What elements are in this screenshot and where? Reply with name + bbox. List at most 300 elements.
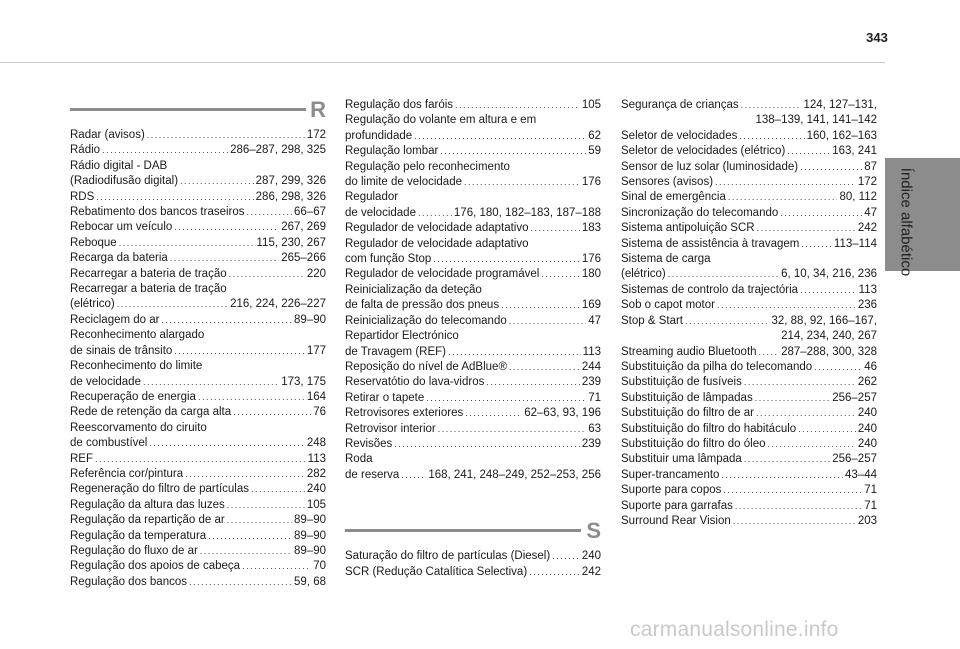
index-entry-pages: 89–90 <box>294 514 326 527</box>
index-entry-pages: 180 <box>581 268 601 281</box>
index-entry-pages-cont: 138–139, 141, 141–142 <box>755 114 877 127</box>
dot-leader <box>741 98 802 113</box>
index-entry <box>621 375 877 390</box>
index-entry-pages: 240 <box>857 437 877 450</box>
dot-leader <box>200 544 292 559</box>
index-column-2 <box>345 98 601 580</box>
index-entry-term: de velocidade <box>345 206 416 219</box>
dot-leader <box>438 422 586 437</box>
index-entry-term: Reposição do nível de AdBlue® <box>345 360 507 373</box>
dot-leader <box>440 144 586 159</box>
index-entry-row <box>621 267 877 282</box>
index-entry-row <box>70 375 326 390</box>
index-entry-pages: 163, 241 <box>832 145 877 158</box>
index-entry <box>70 128 326 143</box>
index-entry-term: (elétrico) <box>70 298 115 311</box>
index-entry-term: Surround Rear Vision <box>621 514 731 527</box>
index-entry-row <box>345 565 601 580</box>
dot-leader <box>117 297 228 312</box>
index-entry-row <box>621 206 877 221</box>
index-entry-term: Recarga da bateria <box>70 252 168 265</box>
index-entry <box>621 345 877 360</box>
index-entry-term: Sensor de luz solar (luminosidade) <box>621 160 799 173</box>
index-entry-line: Regulação pelo reconhecimento <box>345 160 510 173</box>
index-entry <box>345 98 601 113</box>
dot-leader <box>814 360 862 375</box>
index-entry <box>621 406 877 421</box>
dot-leader <box>465 406 522 421</box>
letter-heading <box>345 519 601 543</box>
index-entry-line: Regulação do volante em altura e em <box>345 114 537 127</box>
index-entry-row <box>70 575 326 590</box>
index-entry-term: Regulação da altura das luzes <box>70 498 225 511</box>
index-entry <box>70 467 326 482</box>
index-entry-pages: 239 <box>581 437 601 450</box>
index-entry-pages: 176 <box>581 176 601 189</box>
index-entry-pages: 63 <box>588 422 601 435</box>
dot-leader <box>418 206 452 221</box>
index-entry <box>621 190 877 205</box>
index-entry-term: Retirar o tapete <box>345 391 425 404</box>
index-entry-row <box>70 205 326 220</box>
index-entry-term: Streaming audio Bluetooth <box>621 345 757 358</box>
dot-leader <box>426 391 586 406</box>
index-entry-pages: 115, 230, 267 <box>256 236 326 249</box>
index-entry-row <box>70 544 326 559</box>
index-entry-term: Regulador de velocidade adaptativo <box>345 222 529 235</box>
index-entry-term: Substituição do filtro do habitáculo <box>621 422 797 435</box>
index-entry-row <box>345 422 601 437</box>
index-entry-pages: 267, 269 <box>281 221 326 234</box>
dot-leader <box>509 314 586 329</box>
index-entry-row <box>70 220 326 235</box>
index-entry-pages: 176, 180, 182–183, 187–188 <box>453 206 601 219</box>
dot-leader <box>756 406 856 421</box>
index-entry <box>70 359 326 390</box>
index-entry-pages: 113 <box>582 345 601 358</box>
dot-leader <box>509 360 580 375</box>
index-entry-term: Substituição de lâmpadas <box>621 391 753 404</box>
index-entry <box>345 267 601 282</box>
dot-leader <box>96 190 253 205</box>
index-entry-row <box>621 345 877 360</box>
index-entry <box>70 267 326 282</box>
dot-leader <box>394 437 580 452</box>
index-entry-row <box>70 513 326 528</box>
index-entry-pages: 244 <box>581 360 601 373</box>
index-entry <box>621 499 877 514</box>
index-entry <box>70 328 326 359</box>
index-entry-pages: 220 <box>306 267 326 280</box>
index-entry-term: Retrovisores exteriores <box>345 407 464 420</box>
dot-leader <box>757 221 856 236</box>
index-entry-pages: 113–114 <box>833 237 877 250</box>
index-entry <box>621 98 877 129</box>
dot-leader <box>668 267 779 282</box>
index-entry-row <box>70 452 326 467</box>
index-entry-term: Regulação do fluxo de ar <box>70 544 198 557</box>
dot-leader <box>233 405 311 420</box>
index-entry-pages: 124, 127–131, <box>803 99 877 111</box>
index-entry-pages: 256–257 <box>832 391 877 404</box>
index-entry-row <box>70 297 326 312</box>
index-entry <box>621 422 877 437</box>
index-entry <box>70 251 326 266</box>
index-entry-term: Sistema antipoluição SCR <box>621 222 755 235</box>
index-entry-row <box>70 251 326 266</box>
index-entry <box>70 529 326 544</box>
index-entry-term: Stop & Start <box>621 314 684 327</box>
dot-leader <box>143 375 279 390</box>
dot-leader <box>759 345 780 360</box>
index-entry <box>345 283 601 314</box>
index-column-1 <box>70 98 326 590</box>
index-entry <box>70 452 326 467</box>
index-entry-term: Sistemas de controlo da trajectória <box>621 283 799 296</box>
index-entry-term: Regeneração do filtro de partículas <box>70 483 249 496</box>
dot-leader <box>119 236 255 251</box>
index-entry-term: Substituição da pilha do telecomando <box>621 360 813 373</box>
dot-leader <box>147 128 305 143</box>
index-entry-row <box>70 143 326 158</box>
index-entry-term: Substituição de fusíveis <box>621 376 742 389</box>
index-entry <box>70 313 326 328</box>
index-entry-pages: 87 <box>864 160 877 173</box>
index-entry <box>70 282 326 313</box>
index-entry-term: Regulação da temperatura <box>70 529 207 542</box>
index-entry-row <box>345 314 601 329</box>
index-entry-term: Referência cor/pintura <box>70 467 184 480</box>
index-entry <box>621 437 877 452</box>
index-entry-term: Revisões <box>345 437 393 450</box>
index-entry-pages: 62 <box>588 129 601 142</box>
index-entry-row <box>70 344 326 359</box>
index-entry-term: com função Stop <box>345 253 432 266</box>
index-entry-pages: 71 <box>864 484 877 497</box>
dot-leader <box>755 391 831 406</box>
side-tab-label-text: Índice alfabético <box>897 167 915 277</box>
index-entry-pages: 172 <box>306 129 326 141</box>
index-entry-pages: 113 <box>307 452 326 465</box>
dot-leader <box>715 175 856 190</box>
index-entry <box>345 160 601 191</box>
index-entry <box>345 360 601 375</box>
index-entry-row <box>345 360 601 375</box>
header-rule <box>0 62 885 63</box>
dot-leader <box>744 375 856 390</box>
index-entry <box>345 437 601 452</box>
index-entry-pages: 183 <box>581 222 601 235</box>
index-entry <box>345 549 601 564</box>
index-entry <box>345 113 601 144</box>
index-entry-term: Sincronização do telecomando <box>621 206 779 219</box>
index-entry-row <box>621 221 877 236</box>
dot-leader <box>767 437 855 452</box>
index-entry <box>621 237 877 252</box>
index-entry <box>70 559 326 574</box>
dot-leader <box>744 452 830 467</box>
index-entry-pages: 240 <box>581 550 601 563</box>
index-entry <box>345 422 601 437</box>
index-entry-row <box>70 482 326 497</box>
index-entry-term: Regulação da repartição de ar <box>70 514 225 527</box>
index-entry-row <box>621 375 877 390</box>
index-entry-pages: 216, 224, 226–227 <box>230 298 326 311</box>
index-entry-row <box>345 437 601 452</box>
index-entry-row <box>621 406 877 421</box>
dot-leader <box>189 575 292 590</box>
index-entry-line: Roda <box>345 453 373 466</box>
dot-leader <box>552 549 580 564</box>
index-entry-term: Sinal de emergência <box>621 191 726 204</box>
index-entry-pages: 71 <box>588 391 601 404</box>
dot-leader <box>174 220 279 235</box>
index-entry-row <box>345 345 601 360</box>
index-entry <box>70 498 326 513</box>
index-entry <box>621 452 877 467</box>
index-entry-term: Substituir uma lâmpada <box>621 453 742 466</box>
dot-leader <box>739 129 804 144</box>
dot-leader <box>229 267 305 282</box>
index-entry-pages: 76 <box>313 406 326 419</box>
index-entry <box>621 129 877 144</box>
dot-leader <box>717 298 856 313</box>
index-entry <box>345 237 601 268</box>
index-entry-term: Sob o capot motor <box>621 299 715 312</box>
index-entry-row <box>621 437 877 452</box>
index-entry <box>345 391 601 406</box>
index-entry-pages: 89–90 <box>294 529 326 542</box>
index-entry-term: Sensores (avisos) <box>621 176 714 189</box>
index-entry-pages: 248 <box>306 437 326 450</box>
index-entry-row <box>621 483 877 498</box>
index-entry-pages: 240 <box>857 407 877 420</box>
index-entry-line: Rádio digital - DAB <box>70 159 168 172</box>
letter-heading-bar <box>70 108 306 111</box>
index-entry <box>621 468 877 483</box>
index-entry-continuation <box>621 329 877 344</box>
index-entry-row <box>345 375 601 390</box>
index-entry-term: SCR (Redução Catalítica Selectiva) <box>345 565 528 578</box>
index-entry <box>70 390 326 405</box>
index-entry-row <box>70 128 326 143</box>
dot-leader <box>185 467 305 482</box>
index-entry <box>621 483 877 498</box>
section-gap <box>345 483 601 519</box>
index-entry-term: Regulação lombar <box>345 145 439 158</box>
index-entry-line: Reinicialização da deteção <box>345 283 482 296</box>
index-entry-row <box>621 144 877 159</box>
index-entry <box>70 421 326 452</box>
letter-heading-bar <box>345 529 581 532</box>
index-entry-term: Rebocar um veículo <box>70 221 173 234</box>
dot-leader <box>198 390 305 405</box>
index-entry <box>70 575 326 590</box>
index-entry-row <box>70 529 326 544</box>
index-entry <box>621 391 877 406</box>
page-number: 343 <box>866 30 888 45</box>
index-entry-term: de combustível <box>70 437 148 450</box>
index-entry-pages: 240 <box>306 483 326 496</box>
index-entry-pages: 169 <box>581 299 601 312</box>
dot-leader <box>227 513 292 528</box>
dot-leader <box>685 314 769 329</box>
index-entry-term: Reboque <box>70 236 117 249</box>
index-entry-row <box>345 406 601 421</box>
index-entry-term: Recarregar a bateria de tração <box>70 267 227 280</box>
dot-leader <box>95 452 306 467</box>
index-entry-row <box>345 391 601 406</box>
dot-leader <box>180 174 254 189</box>
index-entry-pages: 172 <box>857 176 877 189</box>
index-entry-row <box>621 283 877 298</box>
index-entry-line: Sistema de carga <box>621 253 711 266</box>
index-entry-row <box>70 190 326 205</box>
index-entry-pages: 113 <box>858 283 877 296</box>
index-entry-term: Sistema de assistência à travagem <box>621 237 800 250</box>
index-entry-row <box>345 206 601 221</box>
index-entry-pages: 59 <box>588 145 601 158</box>
index-entry-row <box>345 267 601 282</box>
index-entry-pages: 80, 112 <box>839 191 877 204</box>
index-entry-row <box>345 252 601 267</box>
letter-heading-letter: R <box>310 97 326 122</box>
index-entry-term: Regulador de velocidade programável <box>345 268 540 281</box>
index-entry-row <box>621 468 877 483</box>
index-entry-row <box>70 559 326 574</box>
index-entry-row <box>621 298 877 313</box>
index-entry-pages: 47 <box>588 314 601 327</box>
index-entry-pages: 66–67 <box>294 206 326 219</box>
index-entry-term: de sinais de trânsito <box>70 344 173 357</box>
dot-leader <box>801 237 832 252</box>
index-entry-pages: 242 <box>857 222 877 235</box>
index-entry-pages: 43–44 <box>845 468 877 481</box>
index-entry-term: Super-trancamento <box>621 468 720 481</box>
dot-leader <box>251 482 305 497</box>
dot-leader <box>455 98 580 113</box>
index-entry <box>70 159 326 190</box>
index-entry-row <box>621 129 877 144</box>
index-entry-row <box>621 160 877 175</box>
index-entry-term: Suporte para garrafas <box>621 499 733 512</box>
index-entry-pages: 286, 298, 326 <box>255 190 326 203</box>
index-entry-term: Rede de retenção da carga alta <box>70 406 232 419</box>
index-entry-row <box>345 221 601 236</box>
index-entry-pages: 240 <box>857 422 877 435</box>
index-entry-pages: 105 <box>306 498 326 511</box>
dot-leader <box>800 160 862 175</box>
index-entry-row <box>70 313 326 328</box>
index-entry-pages: 265–266 <box>281 252 326 265</box>
index-entry-row <box>621 514 877 529</box>
index-entry-pages: 203 <box>857 514 877 527</box>
index-entry <box>345 314 601 329</box>
index-entry <box>345 406 601 421</box>
index-entry-term: Regulação dos apoios de cabeça <box>70 560 241 573</box>
index-entry-term: de velocidade <box>70 375 141 388</box>
index-entry-term: RDS <box>70 190 95 203</box>
dot-leader <box>800 283 857 298</box>
dot-leader <box>149 436 304 451</box>
index-entry-row <box>70 498 326 513</box>
index-entry-row <box>345 175 601 190</box>
index-entry-row <box>621 452 877 467</box>
dot-leader <box>501 298 580 313</box>
index-entry-term: Radar (avisos) <box>70 129 145 141</box>
dot-leader <box>541 267 579 282</box>
index-entry-row <box>70 467 326 482</box>
index-entry-pages: 176 <box>581 253 601 266</box>
index-entry <box>70 513 326 528</box>
index-entry <box>621 514 877 529</box>
dot-leader <box>780 206 862 221</box>
index-entry-pages: 286–287, 298, 325 <box>230 144 326 157</box>
index-entry-pages: 32, 88, 92, 166–167, <box>771 314 877 327</box>
index-entry-term: Rebatimento dos bancos traseiros <box>70 206 245 219</box>
index-entry-row <box>621 237 877 252</box>
side-tab <box>885 158 960 271</box>
index-entry-pages: 173, 175 <box>281 375 326 388</box>
dot-leader <box>208 529 292 544</box>
index-entry-pages: 47 <box>864 206 877 219</box>
index-entry-term: (Radiodifusão digital) <box>70 175 179 188</box>
index-entry-row <box>621 98 877 113</box>
index-entry-pages: 164 <box>306 390 326 403</box>
index-entry-pages: 287–288, 300, 328 <box>781 345 877 358</box>
index-entry-term: Seletor de velocidades <box>621 129 738 142</box>
index-entry-pages: 287, 299, 326 <box>255 175 326 188</box>
index-entry <box>621 144 877 159</box>
index-entry-row <box>70 390 326 405</box>
dot-leader <box>227 498 305 513</box>
index-entry <box>70 190 326 205</box>
index-entry-pages: 160, 162–163 <box>806 129 877 142</box>
index-entry <box>621 175 877 190</box>
index-entry-row <box>70 174 326 189</box>
index-entry-row <box>621 175 877 190</box>
index-entry <box>345 565 601 580</box>
index-entry <box>70 220 326 235</box>
index-entry-row <box>345 298 601 313</box>
dot-leader <box>242 559 311 574</box>
index-entry-pages: 262 <box>857 376 877 389</box>
index-entry-continuation <box>621 113 877 128</box>
index-entry-term: Rádio <box>70 144 101 157</box>
index-entry-row <box>345 98 601 113</box>
index-entry-row <box>70 236 326 251</box>
dot-leader <box>161 313 292 328</box>
letter-heading-letter: S <box>586 518 601 544</box>
index-entry-term: do limite de velocidade <box>345 176 462 189</box>
index-entry <box>621 206 877 221</box>
index-entry-pages: 168, 241, 248–249, 252–253, 256 <box>428 468 601 481</box>
dot-leader <box>464 175 580 190</box>
index-entry <box>70 205 326 220</box>
index-entry-line: Regulador de velocidade adaptativo <box>345 237 529 250</box>
index-entry-pages: 70 <box>313 560 326 573</box>
index-entry-term: Suporte para copos <box>621 484 722 497</box>
dot-leader <box>798 422 856 437</box>
index-entry-term: Reinicialização do telecomando <box>345 314 507 327</box>
index-entry-term: Substituição do filtro do óleo <box>621 437 766 450</box>
index-entry-pages: 6, 10, 34, 216, 236 <box>781 268 877 281</box>
index-entry-term: Regulação dos bancos <box>70 575 187 588</box>
dot-leader <box>735 499 862 514</box>
index-entry-line: Reescorvamento do ciruito <box>70 421 207 434</box>
index-entry-term: Reciclagem do ar <box>70 313 160 326</box>
dot-leader <box>721 468 843 483</box>
